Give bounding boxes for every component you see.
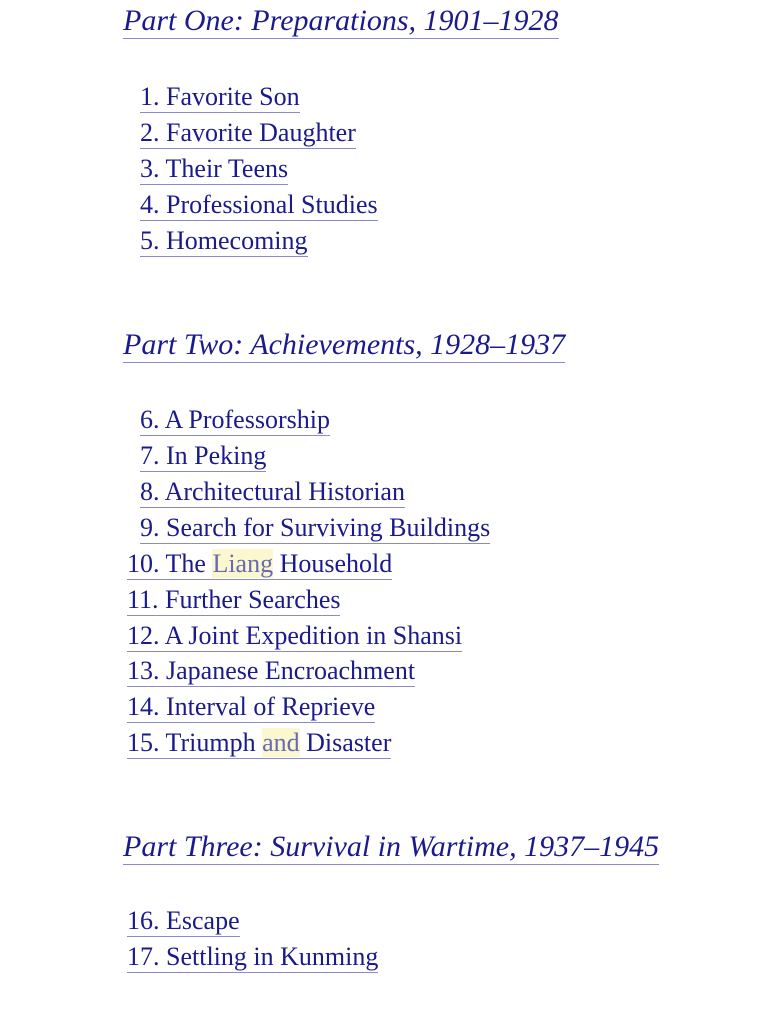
chapter-17-link[interactable]: 17. Settling in Kunming [127, 942, 379, 971]
chapter-2-link[interactable]: 2. Favorite Daughter [140, 118, 356, 147]
search-highlight: and [262, 728, 300, 757]
chapter-15-prefix: 15. Triumph [127, 728, 263, 757]
chapter-11-link[interactable]: 11. Further Searches [127, 585, 341, 614]
chapter-13-link[interactable]: 13. Japanese Encroachment [127, 656, 416, 685]
search-highlight: Liang [212, 549, 274, 578]
chapter-10-prefix: 10. The [127, 549, 213, 578]
chapter-10-link[interactable] [127, 549, 392, 580]
chapter-15-suffix: Disaster [299, 728, 392, 757]
part-two-link[interactable]: Part Two: Achievements, 1928–1937 [123, 328, 566, 361]
chapter-7-link[interactable]: 7. In Peking [140, 441, 267, 470]
chapter-8-link[interactable]: 8. Architectural Historian [140, 477, 405, 506]
part-three-link[interactable]: Part Three: Survival in Wartime, 1937–1945 [123, 830, 660, 863]
chapter-4-link[interactable]: 4. Professional Studies [140, 190, 378, 219]
chapter-6-link[interactable]: 6. A Professorship [140, 405, 330, 434]
chapter-14-link[interactable]: 14. Interval of Reprieve [127, 692, 376, 721]
chapter-12-link[interactable]: 12. A Joint Expedition in Shansi [127, 621, 463, 650]
chapter-10-suffix: Household [273, 549, 393, 578]
chapter-3-link[interactable]: 3. Their Teens [140, 154, 289, 183]
chapter-9-link[interactable]: 9. Search for Surviving Buildings [140, 513, 491, 542]
chapter-5-link[interactable]: 5. Homecoming [140, 226, 308, 255]
chapter-1-link[interactable]: 1. Favorite Son [140, 82, 300, 111]
chapter-15-link[interactable] [127, 728, 391, 759]
part-one-link[interactable]: Part One: Preparations, 1901–1928 [123, 4, 559, 37]
chapter-16-link[interactable]: 16. Escape [127, 906, 240, 935]
